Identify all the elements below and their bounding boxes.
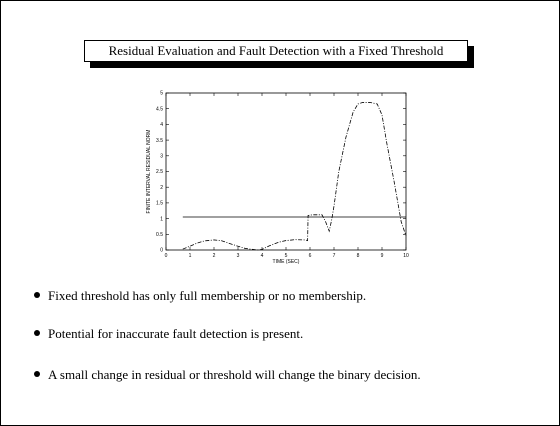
slide-title: Residual Evaluation and Fault Detection with a Fixed Threshold	[84, 40, 468, 62]
x-tick-label: 0	[164, 253, 168, 259]
residual-line	[183, 102, 406, 250]
bullet-text: Fixed threshold has only full membership or no membership.	[48, 288, 367, 303]
bullet-item	[34, 367, 421, 383]
y-axis-label: FINITE INTERVAL RESIDUAL NORM	[146, 129, 152, 214]
y-tick-label: 4	[160, 122, 163, 129]
x-tick-label: 4	[260, 253, 264, 259]
y-tick-label: 0	[160, 247, 163, 254]
bullet-icon	[34, 292, 40, 298]
x-tick-label: 3	[236, 253, 240, 259]
x-axis-label: TIME (SEC)	[272, 259, 300, 265]
y-tick-label: 4.5	[156, 106, 163, 113]
y-tick-label: 0.5	[156, 232, 163, 238]
y-tick-label: 2	[160, 184, 163, 191]
x-tick-label: 10	[403, 253, 409, 259]
residual-chart	[140, 85, 420, 265]
x-tick-label: 6	[308, 253, 312, 259]
y-tick-label: 3.5	[156, 137, 163, 144]
bullet-text: Potential for inaccurate fault detection is present.	[48, 326, 304, 341]
x-tick-label: 1	[188, 253, 192, 259]
y-tick-label: 1	[160, 216, 163, 223]
bullet-item	[34, 326, 303, 342]
x-tick-label: 7	[332, 253, 336, 259]
y-tick-label: 2.5	[156, 169, 163, 176]
x-tick-label: 9	[380, 253, 384, 259]
x-tick-label: 8	[356, 253, 360, 259]
y-tick-label: 3	[160, 153, 163, 160]
y-tick-label: 5	[160, 90, 163, 97]
bullet-text: A small change in residual or threshold will change the binary decision.	[48, 367, 421, 382]
x-tick-label: 5	[284, 253, 288, 259]
plot-frame	[166, 93, 406, 250]
bullet-item	[34, 288, 366, 304]
bullet-icon	[34, 330, 40, 336]
bullet-icon	[34, 371, 40, 377]
x-tick-label: 2	[212, 253, 216, 259]
y-tick-label: 1.5	[156, 200, 163, 207]
slide-title-container	[84, 40, 472, 66]
